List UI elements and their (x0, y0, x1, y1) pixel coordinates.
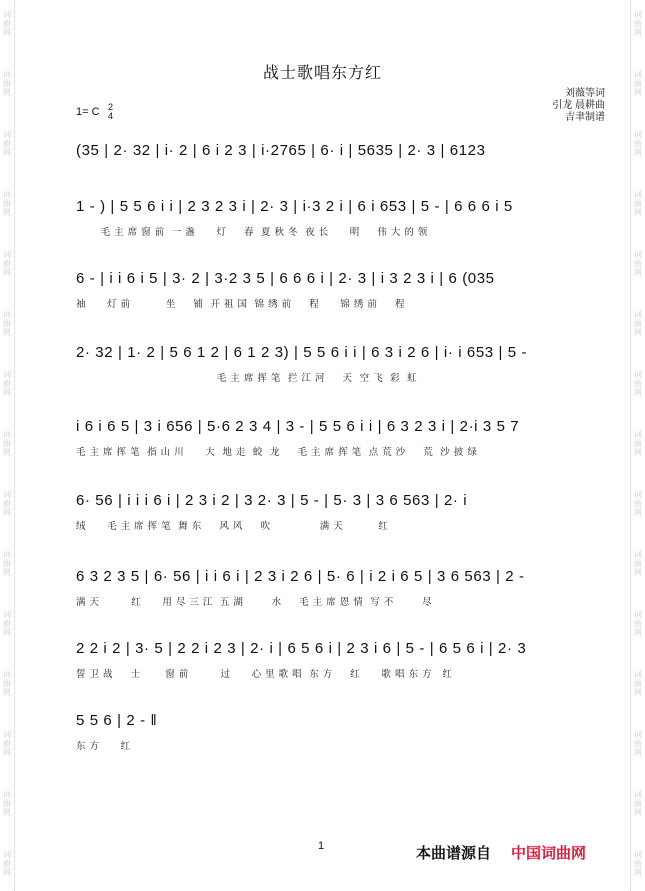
time-signature-bottom: 4 (108, 111, 114, 121)
watermark-ci: 词 (3, 310, 11, 319)
notation-line: 6 - | i i 6 i 5 | 3· 2 | 3·2 3 5 | 6 6 6 i | 2· 3 | i 3 2 3 i | 6 (035 (76, 270, 495, 287)
watermark-ci: 词 (3, 130, 11, 139)
watermark-ci: 词 (3, 850, 11, 859)
watermark-wang: 网 (634, 628, 642, 637)
notation-line: 2· 32 | 1· 2 | 5 6 1 2 | 6 1 2 3) | 5 5 6 i i | 6 3 i 2 6 | i· i 653 | 5 - (76, 344, 528, 361)
watermark-qu: 曲 (3, 559, 11, 568)
left-watermark-strip (0, 0, 15, 891)
score-system-7 (76, 568, 576, 608)
watermark-wang: 网 (634, 748, 642, 757)
watermark-ci: 词 (3, 490, 11, 499)
score-system-4 (76, 344, 576, 384)
watermark-qu: 曲 (3, 619, 11, 628)
watermark-wang: 网 (634, 28, 642, 37)
notation-line: (35 | 2· 32 | i· 2 | 6 i 2 3 | i·2765 | 6· i | 5635 | 2· 3 | 6123 (76, 142, 486, 159)
watermark-wang: 网 (634, 268, 642, 277)
watermark-qu: 曲 (3, 499, 11, 508)
watermark-wang: 网 (634, 88, 642, 97)
watermark-qu: 曲 (3, 79, 11, 88)
watermark-wang: 网 (3, 88, 11, 97)
watermark-ci: 词 (634, 310, 642, 319)
watermark-ci: 词 (3, 10, 11, 19)
lyrics-line: 毛 主 席 窗 前 一 盏 灯 春 夏 秋 冬 夜 长 明 伟 大 的 领 (76, 227, 428, 238)
score-system-2 (76, 198, 576, 238)
watermark-qu: 曲 (3, 679, 11, 688)
watermark-wang: 网 (3, 448, 11, 457)
lyrics-line: 东 方 红 (76, 741, 131, 752)
watermark-qu: 曲 (634, 199, 642, 208)
watermark-qu: 曲 (634, 19, 642, 28)
composer-credit: 引龙 晨耕曲 (552, 100, 605, 111)
lyrics-line: 袖 灯 前 坐 铺 开 祖 国 锦 绣 前 程 锦 绣 前 程 (76, 299, 405, 310)
watermark-wang: 网 (3, 508, 11, 517)
watermark-qu: 曲 (634, 739, 642, 748)
watermark-wang: 网 (634, 148, 642, 157)
watermark-qu: 曲 (3, 379, 11, 388)
score-system-3 (76, 270, 576, 310)
song-title: 战士歌唱东方红 (262, 65, 382, 82)
watermark-qu: 曲 (634, 259, 642, 268)
watermark-qu: 曲 (3, 439, 11, 448)
watermark-ci: 词 (3, 610, 11, 619)
watermark-qu: 曲 (634, 79, 642, 88)
source-brand-link[interactable]: 中国词曲网 (511, 845, 587, 862)
watermark-ci: 词 (634, 670, 642, 679)
watermark-ci: 词 (3, 250, 11, 259)
watermark-ci: 词 (634, 250, 642, 259)
notation-line: 1 - ) | 5 5 6 i i | 2 3 2 3 i | 2· 3 | i·3 2 i | 6 i 653 | 5 - | 6 6 6 i 5 (76, 198, 513, 215)
score-system-6 (76, 492, 576, 532)
watermark-qu: 曲 (634, 559, 642, 568)
watermark-qu: 曲 (3, 319, 11, 328)
lyrics-line: 毛 主 席 挥 笔 拦 江 河 天 空 飞 彩 虹 (76, 373, 418, 384)
watermark-ci: 词 (3, 370, 11, 379)
watermark-wang: 网 (3, 28, 11, 37)
score-system-5 (76, 418, 576, 458)
source-footer (416, 842, 586, 863)
watermark-ci: 词 (634, 850, 642, 859)
watermark-qu: 曲 (634, 379, 642, 388)
notation-line: 5 5 6 | 2 - ‖ (76, 712, 158, 729)
notation-line: 6 3 2 3 5 | 6· 56 | i i 6 i | 2 3 i 2 6 | 5· 6 | i 2 i 6 5 | 3 6 563 | 2 - (76, 568, 525, 585)
watermark-wang: 网 (634, 388, 642, 397)
watermark-qu: 曲 (634, 799, 642, 808)
watermark-qu: 曲 (3, 139, 11, 148)
watermark-ci: 词 (634, 490, 642, 499)
watermark-qu: 曲 (634, 439, 642, 448)
watermark-qu: 曲 (3, 259, 11, 268)
watermark-wang: 网 (634, 568, 642, 577)
lyrics-line: 满 天 红 用 尽 三 江 五 湖 水 毛 主 席 恩 情 写 不 尽 (76, 597, 432, 608)
watermark-wang: 网 (3, 748, 11, 757)
score-system-8 (76, 640, 576, 680)
watermark-ci: 词 (3, 730, 11, 739)
watermark-wang: 网 (634, 808, 642, 817)
key-signature: 1= C (76, 106, 100, 118)
watermark-wang: 网 (634, 508, 642, 517)
watermark-qu: 曲 (3, 739, 11, 748)
watermark-ci: 词 (634, 370, 642, 379)
lyrics-line: 毛 主 席 挥 笔 指 山 川 大 地 走 蛟 龙 毛 主 席 挥 笔 点 荒 沙 荒 沙 披 绿 (76, 447, 478, 458)
watermark-ci: 词 (3, 670, 11, 679)
watermark-qu: 曲 (3, 799, 11, 808)
watermark-wang: 网 (3, 388, 11, 397)
watermark-ci: 词 (634, 730, 642, 739)
watermark-ci: 词 (634, 610, 642, 619)
page-number: 1 (318, 840, 325, 852)
watermark-wang: 网 (634, 208, 642, 217)
watermark-qu: 曲 (634, 139, 642, 148)
watermark-qu: 曲 (634, 619, 642, 628)
watermark-wang: 网 (634, 868, 642, 877)
watermark-wang: 网 (634, 328, 642, 337)
watermark-wang: 网 (3, 688, 11, 697)
notation-line: 6· 56 | i i i 6 i | 2 3 i 2 | 3 2· 3 | 5 - | 5· 3 | 3 6 563 | 2· i (76, 492, 468, 509)
watermark-wang: 网 (3, 868, 11, 877)
watermark-qu: 曲 (634, 859, 642, 868)
time-signature-top: 2 (108, 102, 114, 112)
watermark-ci: 词 (634, 10, 642, 19)
watermark-wang: 网 (3, 808, 11, 817)
watermark-ci: 词 (634, 190, 642, 199)
watermark-ci: 词 (3, 550, 11, 559)
lyrics-line: 绒 毛 主 席 挥 笔 舞 东 风 风 吹 满 天 红 (76, 521, 389, 532)
watermark-ci: 词 (3, 430, 11, 439)
right-watermark-strip (630, 0, 645, 891)
notation-line: i 6 i 6 5 | 3 i 656 | 5·6 2 3 4 | 3 - | 5 5 6 i i | 6 3 2 3 i | 2·i 3 5 7 (76, 418, 520, 435)
watermark-ci: 词 (3, 190, 11, 199)
watermark-ci: 词 (634, 550, 642, 559)
watermark-wang: 网 (3, 148, 11, 157)
source-prefix: 本曲谱源自 (416, 845, 492, 862)
score-system-1 (76, 142, 576, 168)
watermark-ci: 词 (634, 790, 642, 799)
watermark-ci: 词 (634, 130, 642, 139)
watermark-qu: 曲 (3, 199, 11, 208)
lyricist-credit: 刘薇等词 (565, 88, 605, 99)
watermark-wang: 网 (634, 448, 642, 457)
watermark-qu: 曲 (3, 19, 11, 28)
notation-line: 2 2 i 2 | 3· 5 | 2 2 i 2 3 | 2· i | 6 5 6 i | 2 3 i 6 | 5 - | 6 5 6 i | 2· 3 (76, 640, 527, 657)
watermark-wang: 网 (3, 628, 11, 637)
watermark-ci: 词 (3, 70, 11, 79)
watermark-qu: 曲 (634, 679, 642, 688)
credits-block (552, 88, 605, 124)
watermark-wang: 网 (3, 208, 11, 217)
watermark-qu: 曲 (3, 859, 11, 868)
watermark-wang: 网 (3, 328, 11, 337)
lyrics-line: 誓 卫 战 士 窗 前 过 心 里 歌 唱 东 方 红 歌 唱 东 方 红 (76, 669, 453, 680)
watermark-qu: 曲 (634, 319, 642, 328)
watermark-ci: 词 (3, 790, 11, 799)
watermark-wang: 网 (3, 568, 11, 577)
watermark-wang: 网 (3, 268, 11, 277)
watermark-wang: 网 (634, 688, 642, 697)
score-system-9 (76, 712, 576, 752)
arranger-credit: 吉聿制谱 (565, 112, 605, 123)
watermark-qu: 曲 (634, 499, 642, 508)
time-signature (108, 103, 113, 121)
watermark-ci: 词 (634, 430, 642, 439)
watermark-ci: 词 (634, 70, 642, 79)
